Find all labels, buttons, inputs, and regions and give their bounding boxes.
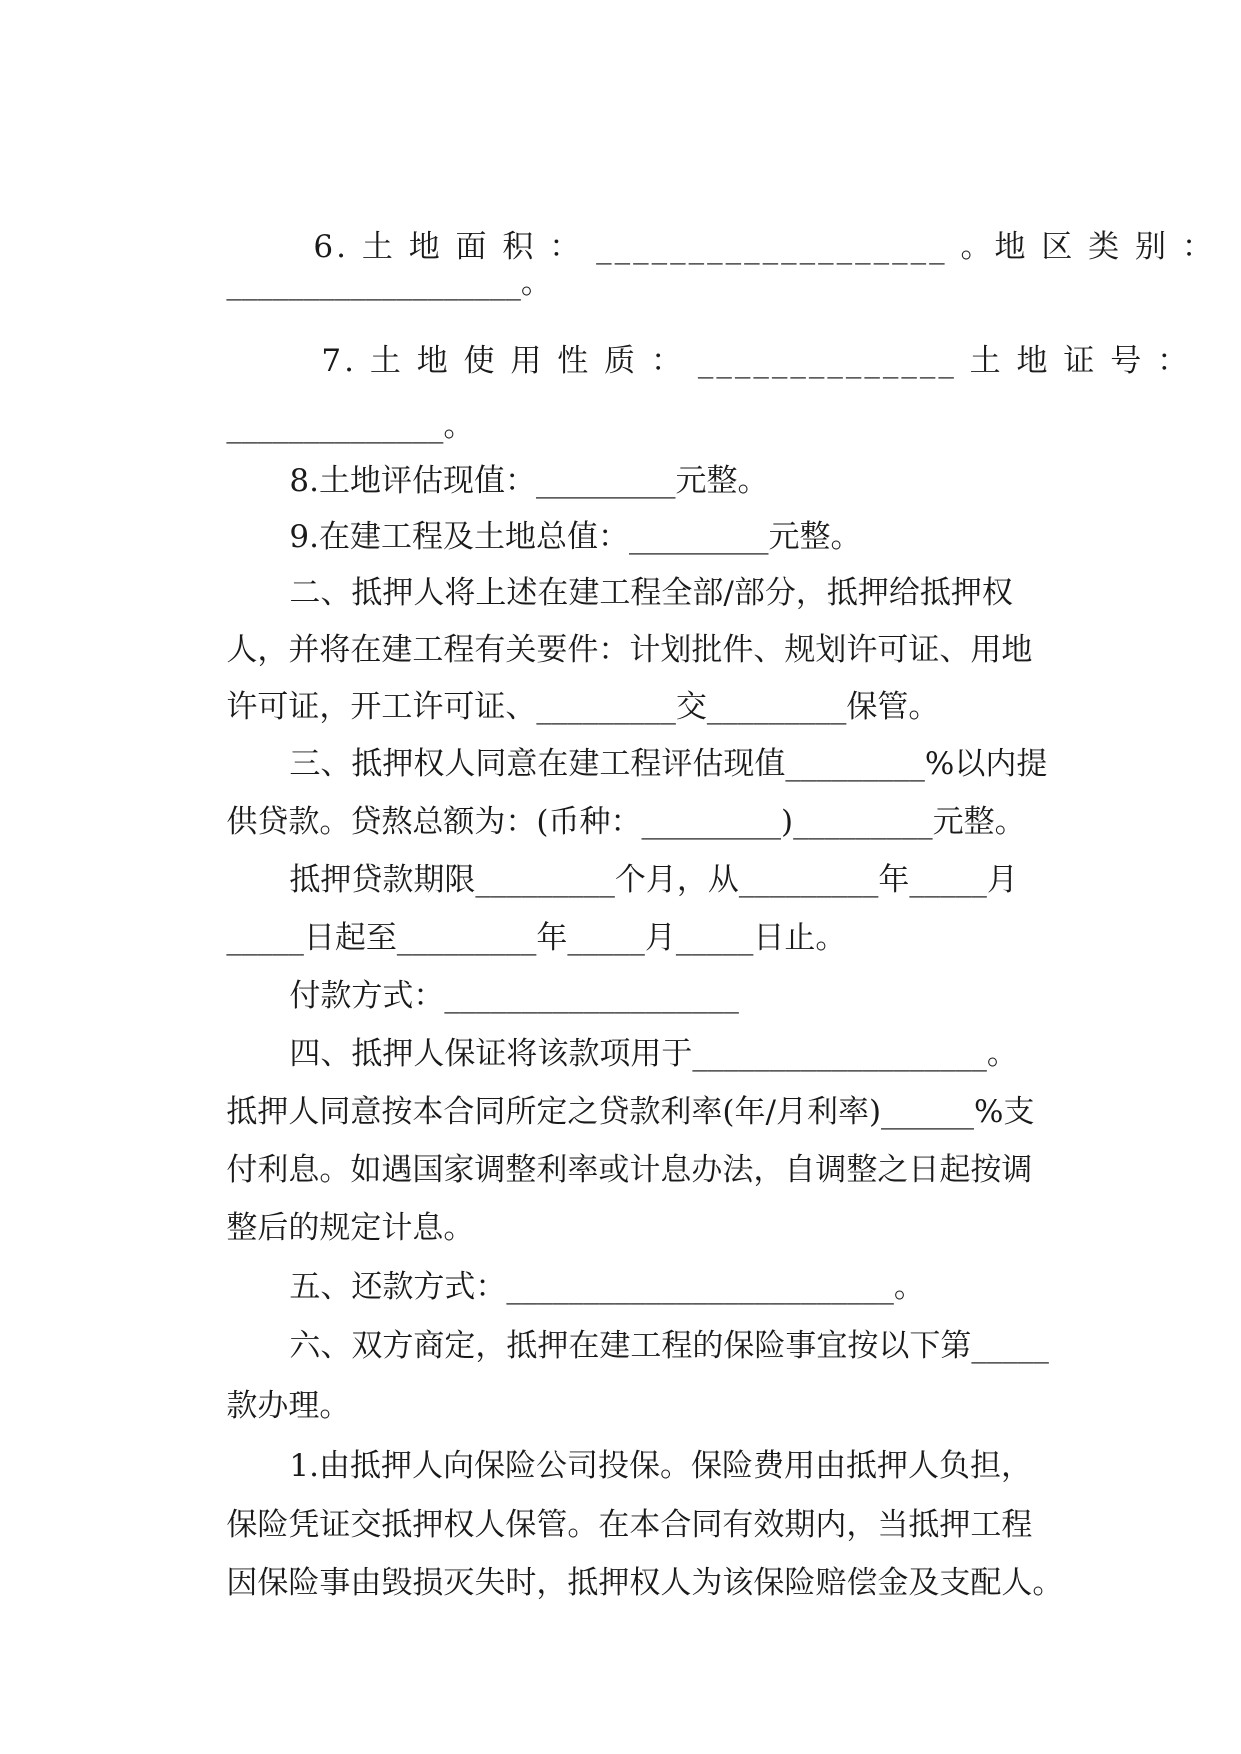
section-2-line-3 xyxy=(187,617,1241,725)
payment-method-line xyxy=(250,906,1241,1014)
section-6-continued: 款办理。 xyxy=(226,1388,351,1424)
section-4-continued-1: 抵押人同意按本合同所定之贷款利率(年/月利率)______%支 xyxy=(226,1094,1035,1130)
section-3-line-2 xyxy=(187,732,1241,840)
section-2-line-2 xyxy=(187,560,1241,668)
clause-6-continued: ___________________。 xyxy=(226,265,552,301)
option-1-line-2 xyxy=(187,1435,1241,1543)
section-3-text: 三、抵押权人同意在建工程评估现值_________%以内提 xyxy=(289,746,1048,782)
option-1-text: 1.由抵押人向保险公司投保。保险费用由抵押人负担， xyxy=(289,1448,1032,1484)
clause-8-text: 8.土地评估现值：_________元整。 xyxy=(289,463,769,499)
section-2-text: 二、抵押人将上述在建工程全部/部分，抵押给抵押权 xyxy=(289,575,1013,611)
section-4-line-1 xyxy=(250,964,1241,1072)
section-6-line-1 xyxy=(250,1256,1241,1364)
option-1-continued-2: 因保险事由毁损灭失时，抵押权人为该保险赔偿金及支配人。 xyxy=(226,1565,1064,1601)
clause-7-continued: ______________。 xyxy=(226,408,475,444)
clause-9-line xyxy=(250,447,1241,555)
section-2-line-1 xyxy=(250,503,1241,611)
option-1-continued-1: 保险凭证交抵押权人保管。在本合同有效期内，当抵押工程 xyxy=(226,1507,1033,1543)
clause-7-line-2 xyxy=(187,336,1241,444)
loan-term-line-1 xyxy=(250,790,1241,898)
section-5-text: 五、还款方式：_________________________。 xyxy=(289,1269,925,1305)
section-6-text: 六、双方商定，抵押在建工程的保险事宜按以下第_____ xyxy=(289,1328,1049,1364)
section-4-continued-2: 付利息。如遇国家调整利率或计息办法，自调整之日起按调 xyxy=(226,1152,1033,1188)
section-4-line-3 xyxy=(187,1080,1241,1188)
clause-7-line-1 xyxy=(270,271,1192,379)
section-4-line-4 xyxy=(187,1138,1241,1246)
section-4-text: 四、抵押人保证将该款项用于___________________。 xyxy=(289,1036,1018,1072)
section-6-line-2 xyxy=(187,1316,1241,1424)
loan-term-text: 抵押贷款期限_________个月，从_________年_____月 xyxy=(289,862,1018,898)
section-3-continued: 供贷款。贷熬总额为：(币种：_________)_________元整。 xyxy=(226,804,1026,840)
clause-7-text: 7. 土 地 使 用 性 质 ： ______________ 土 地 证 号 ： xyxy=(321,343,1192,379)
section-4-continued-3: 整后的规定计息。 xyxy=(226,1210,475,1246)
section-3-line-1 xyxy=(250,674,1241,782)
section-4-line-2 xyxy=(187,1022,1241,1130)
clause-8-line xyxy=(250,391,1241,499)
payment-method-text: 付款方式：___________________ xyxy=(289,978,739,1014)
section-5-line xyxy=(250,1197,1241,1305)
section-2-continued-1: 人，并将在建工程有关要件：计划批件、规划许可证、用地 xyxy=(226,632,1033,668)
loan-term-line-2 xyxy=(187,848,1241,956)
loan-term-continued: _____日起至_________年_____月_____日止。 xyxy=(226,920,847,956)
clause-6-text: 6. 土 地 面 积 ： ___________________ 。地 区 类 别 ： xyxy=(313,229,1216,265)
section-2-continued-2: 许可证，开工许可证、_________交_________保管。 xyxy=(226,689,940,725)
option-1-line-1 xyxy=(250,1376,1241,1484)
clause-9-text: 9.在建工程及土地总值：_________元整。 xyxy=(289,519,862,555)
clause-6-line-2 xyxy=(187,193,1241,301)
option-1-line-3 xyxy=(187,1493,1241,1601)
